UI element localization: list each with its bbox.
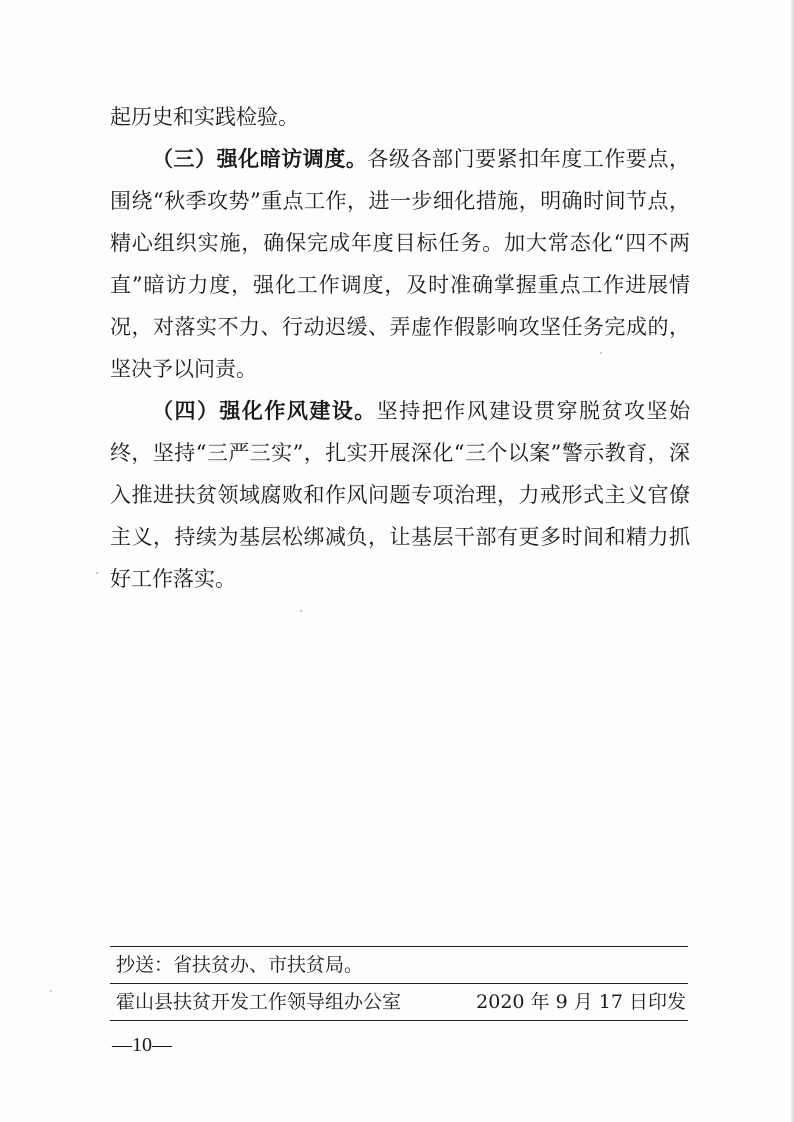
document-footer [110,946,688,1021]
section-3-heading: （三）强化暗访调度。 [152,146,368,171]
section-4-heading: （四）强化作风建设。 [152,398,377,423]
issue-date: 2020 年 9 月 17 日印发 [476,991,686,1013]
scan-speck [600,352,602,354]
section-4-text: 坚持把作风建设贯穿脱贫攻坚始终，坚持“三严三实”，扎实开展深化“三个以案”警示教育，深入推进扶贫领域腐败和作风问题专项治理，力戒形式主义官僚主义，持续为基层松绑减负，让基层干部有更多时间和精力抓好工作落实。 [110,399,691,591]
issue-line [110,984,688,1020]
issuing-office: 霍山县扶贫开发工作领导组办公室 [116,991,402,1013]
footer-bottom-rule [110,1020,688,1021]
paragraph-section-3 [110,138,690,390]
scan-speck [300,610,302,612]
page-number: —10— [112,1034,172,1056]
scan-speck [50,990,52,992]
document-body [110,96,690,600]
cc-line: 抄送：省扶贫办、市扶贫局。 [116,954,364,976]
paragraph-continuation: 起历史和实践检验。 [110,105,299,129]
paragraph-section-4 [110,390,690,600]
section-3-text: 各级各部门要紧扣年度工作要点，围绕“秋季攻势”重点工作，进一步细化措施，明确时间节点，精心组织实施，确保完成年度目标任务。加大常态化“四不两直”暗访力度，强化工作调度，及时准确掌握重点工作进展情况，对落实不力、行动迟缓、弄虚作假影响攻坚任务完成的，坚决予以问责。 [110,147,691,381]
scan-speck [96,572,98,574]
